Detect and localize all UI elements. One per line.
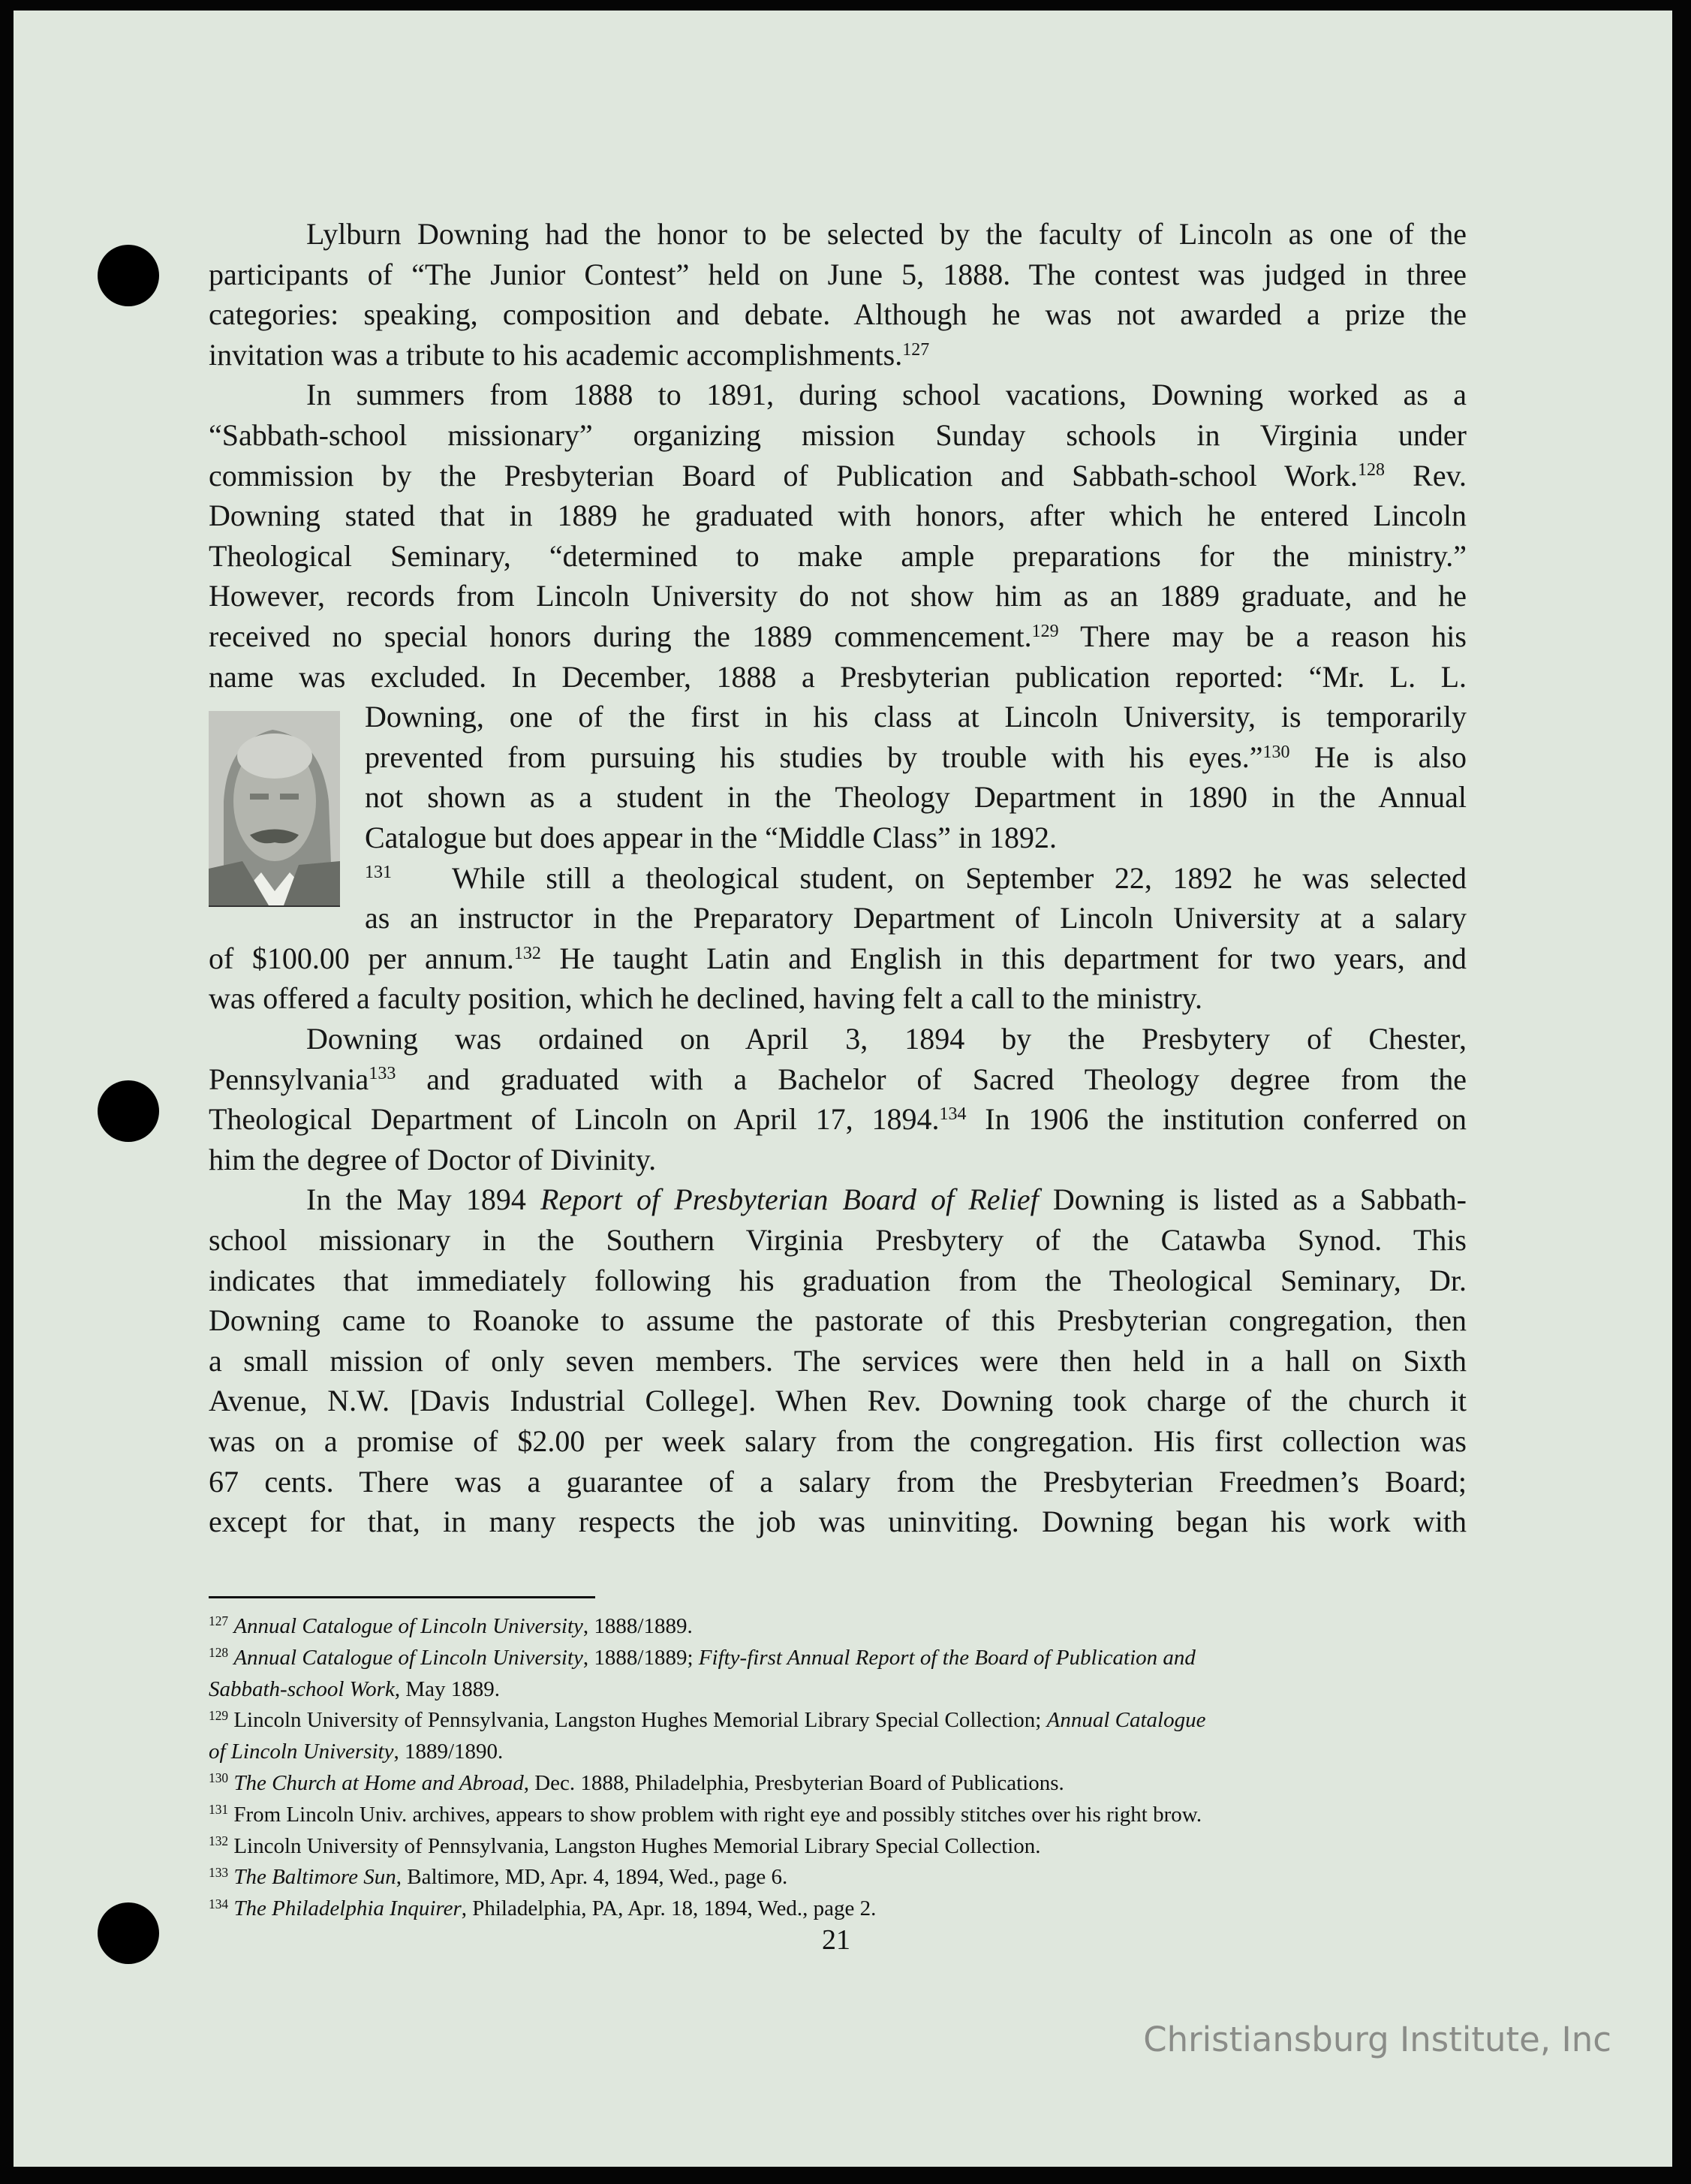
text-run: In summers from 1888 to 1891, during school vacations, Downing worked as a (306, 378, 1467, 412)
footnote-ref: 134 (939, 1104, 967, 1124)
body-line (209, 335, 1467, 375)
footnote-line (209, 1610, 1467, 1642)
text-run: Downing, one of the first in his class at Lincoln University, is temporarily (365, 700, 1467, 734)
footnote-ref: 132 (513, 943, 541, 963)
body-line (209, 1140, 1467, 1180)
body-line (209, 1300, 1467, 1341)
text-run: commission by the Presbyterian Board of Publication and Sabbath-school Work. (209, 458, 1359, 493)
text-run: , 1888/1889; (582, 1645, 699, 1670)
text-run: Lincoln University of Pennsylvania, Langston Hughes Memorial Library Special Collection. (228, 1833, 1041, 1858)
footnote-ref: 127 (209, 1613, 229, 1629)
text-run: as an instructor in the Preparatory Department of Lincoln University at a salary (365, 901, 1467, 935)
text-run: From Lincoln Univ. archives, appears to show problem with right eye and possibly stitches over his right brow. (228, 1802, 1202, 1827)
footnote-line (209, 1861, 1467, 1893)
text-run: categories: speaking, composition and debate. Although he was not awarded a prize the (209, 297, 1467, 332)
text-run: , 1889/1890. (393, 1740, 504, 1764)
text-run: not shown as a student in the Theology Department in 1890 in the Annual (365, 780, 1467, 815)
body-line (209, 576, 1467, 616)
body-line (209, 1462, 1467, 1502)
text-run: school missionary in the Southern Virginia Presbytery of the Catawba Synod. This (209, 1223, 1467, 1257)
italic-title: The Church at Home and Abroad (233, 1771, 524, 1795)
footnote-ref: 133 (209, 1864, 229, 1880)
text-run: “Sabbath-school missionary” organizing mission Sunday schools in Virginia under (209, 418, 1467, 452)
body-line (209, 536, 1467, 577)
body-line (365, 777, 1467, 818)
body-line (209, 1059, 1467, 1100)
footnote-line (209, 1673, 1467, 1705)
body-line (209, 1341, 1467, 1381)
text-run: Theological Department of Lincoln on April 17, 1894. (209, 1102, 940, 1137)
text-run: , Dec. 1888, Philadelphia, Presbyterian Board of Publications. (523, 1771, 1064, 1795)
text-run: Downing came to Roanoke to assume the pastorate of this Presbyterian congregation, then (209, 1303, 1467, 1338)
text-run: He taught Latin and English in this department for two years, and (540, 941, 1467, 975)
text-run: invitation was a tribute to his academic accomplishments. (209, 337, 903, 372)
body-line (209, 978, 1467, 1019)
text-run: prevented from pursuing his studies by trouble with his eyes.” (365, 740, 1263, 774)
text-run: , Baltimore, MD, Apr. 4, 1894, Wed., page 6. (396, 1865, 788, 1890)
text-run: except for that, in many respects the job was uninviting. Downing began his work with (209, 1505, 1467, 1539)
text-run: , 1888/1889. (582, 1614, 693, 1638)
text-run: indicates that immediately following his graduation from the Theological Seminary, Dr. (209, 1263, 1467, 1297)
italic-title: The Baltimore Sun (233, 1865, 396, 1890)
italic-title: Fifty-first Annual Report of the Board of Publication and (698, 1645, 1196, 1670)
body-line (365, 737, 1467, 778)
footnote-ref: 129 (1031, 621, 1059, 641)
page-number: 21 (822, 1924, 850, 1956)
text-run: There may be a reason his (1058, 619, 1467, 653)
body-line (365, 818, 1467, 858)
text-run: a small mission of only seven members. The services were then held in a hall on Sixth (209, 1343, 1467, 1378)
body-line (209, 294, 1467, 335)
body-line (209, 1099, 1467, 1140)
footnote-line (209, 1767, 1467, 1799)
footnote-line (209, 1799, 1467, 1830)
text-run: , May 1889. (394, 1676, 501, 1701)
text-run: Rev. (1385, 458, 1467, 493)
footnote-line (209, 1893, 1467, 1924)
punch-hole (98, 1902, 159, 1964)
footnote-separator (209, 1596, 595, 1598)
text-run: Downing stated that in 1889 he graduated with honors, after which he entered Lincoln (209, 499, 1467, 533)
body-line (209, 616, 1467, 657)
body-line (209, 496, 1467, 536)
body-line (365, 898, 1467, 938)
footnote-ref: 128 (209, 1645, 229, 1661)
body-line (209, 214, 1467, 255)
text-run: Theological Seminary, “determined to make ample preparations for the ministry.” (209, 538, 1467, 573)
footnote-ref: 131 (209, 1802, 229, 1818)
text-run: was on a promise of $2.00 per week salary from the congregation. His first collection was (209, 1424, 1467, 1458)
footnote-line (209, 1642, 1467, 1673)
body-line (209, 1421, 1467, 1462)
body-line (365, 697, 1467, 737)
body-line (209, 1179, 1467, 1220)
portrait-photo (209, 711, 340, 907)
text-run: and graduated with a Bachelor of Sacred Theology degree from the (396, 1062, 1467, 1096)
italic-title: The Philadelphia Inquirer (233, 1896, 462, 1921)
body-line (209, 1261, 1467, 1301)
body-line (209, 1220, 1467, 1261)
footnote-ref: 131 (365, 863, 392, 883)
body-line (209, 657, 1467, 697)
text-run: Lylburn Downing had the honor to be selected by the faculty of Lincoln as one of the (306, 217, 1467, 251)
footnote-ref: 128 (1358, 460, 1386, 480)
text-run: Catalogue but does appear in the “Middle Class” in 1892. (365, 821, 1058, 854)
body-line (209, 375, 1467, 415)
text-run: Avenue, N.W. [Davis Industrial College]. When Rev. Downing took charge of the church it (209, 1384, 1467, 1418)
text-run: In the May 1894 (306, 1182, 541, 1217)
text-run: name was excluded. In December, 1888 a Presbyterian publication reported: “Mr. L. L. (209, 659, 1467, 694)
footnote-ref: 127 (902, 339, 930, 360)
text-run: , Philadelphia, PA, Apr. 18, 1894, Wed., page 2. (461, 1896, 877, 1921)
text-run: He is also (1289, 740, 1467, 774)
text-run: However, records from Lincoln University do not show him as an 1889 graduate, and he (209, 579, 1467, 613)
italic-title: Sabbath-school Work (209, 1676, 395, 1701)
footnote-line (209, 1704, 1467, 1736)
body-line (209, 938, 1467, 979)
italic-title: of Lincoln University (209, 1740, 394, 1764)
punch-hole (98, 245, 159, 306)
body-line (209, 1381, 1467, 1421)
footnote-ref: 130 (1262, 742, 1290, 762)
text-run: was offered a faculty position, which he declined, having felt a call to the ministry. (209, 981, 1203, 1016)
text-run: of $100.00 per annum. (209, 941, 514, 975)
text-run: participants of “The Junior Contest” held on June 5, 1888. The contest was judged in three (209, 257, 1467, 291)
text-run: Downing is listed as a Sabbath- (1038, 1182, 1467, 1217)
text-run: In 1906 the institution conferred on (966, 1102, 1467, 1137)
punch-hole (98, 1080, 159, 1142)
footnote-line (209, 1736, 1467, 1767)
italic-title: Annual Catalogue of Lincoln University (233, 1614, 583, 1638)
body-line (209, 456, 1467, 496)
body-line (209, 255, 1467, 295)
italic-title: Annual Catalogue (1046, 1708, 1206, 1733)
body-line (365, 858, 1467, 899)
italic-title: Annual Catalogue of Lincoln University (233, 1645, 583, 1670)
text-run: Lincoln University of Pennsylvania, Langston Hughes Memorial Library Special Collection; (228, 1708, 1047, 1733)
footnote-ref: 133 (369, 1064, 396, 1084)
text-run: Pennsylvania (209, 1062, 369, 1096)
footnote-ref: 129 (209, 1707, 229, 1723)
text-run: 67 cents. There was a guarantee of a salary from the Presbyterian Freedmen’s Board; (209, 1464, 1467, 1499)
watermark: Christiansburg Institute, Inc (1143, 2020, 1611, 2059)
body-line (209, 415, 1467, 456)
body-line (209, 1019, 1467, 1059)
text-run: received no special honors during the 1889 commencement. (209, 619, 1032, 653)
footnote-ref: 132 (209, 1833, 229, 1849)
text-run: Downing was ordained on April 3, 1894 by the Presbytery of Chester, (306, 1022, 1467, 1056)
italic-title: Report of Presbyterian Board of Relief (540, 1182, 1039, 1217)
footnote-line (209, 1830, 1467, 1862)
footnote-ref: 130 (209, 1770, 229, 1786)
body-line (209, 1502, 1467, 1542)
text-run: While still a theological student, on September 22, 1892 he was selected (392, 860, 1467, 895)
footnote-ref: 134 (209, 1896, 229, 1911)
text-run: him the degree of Doctor of Divinity. (209, 1142, 657, 1176)
